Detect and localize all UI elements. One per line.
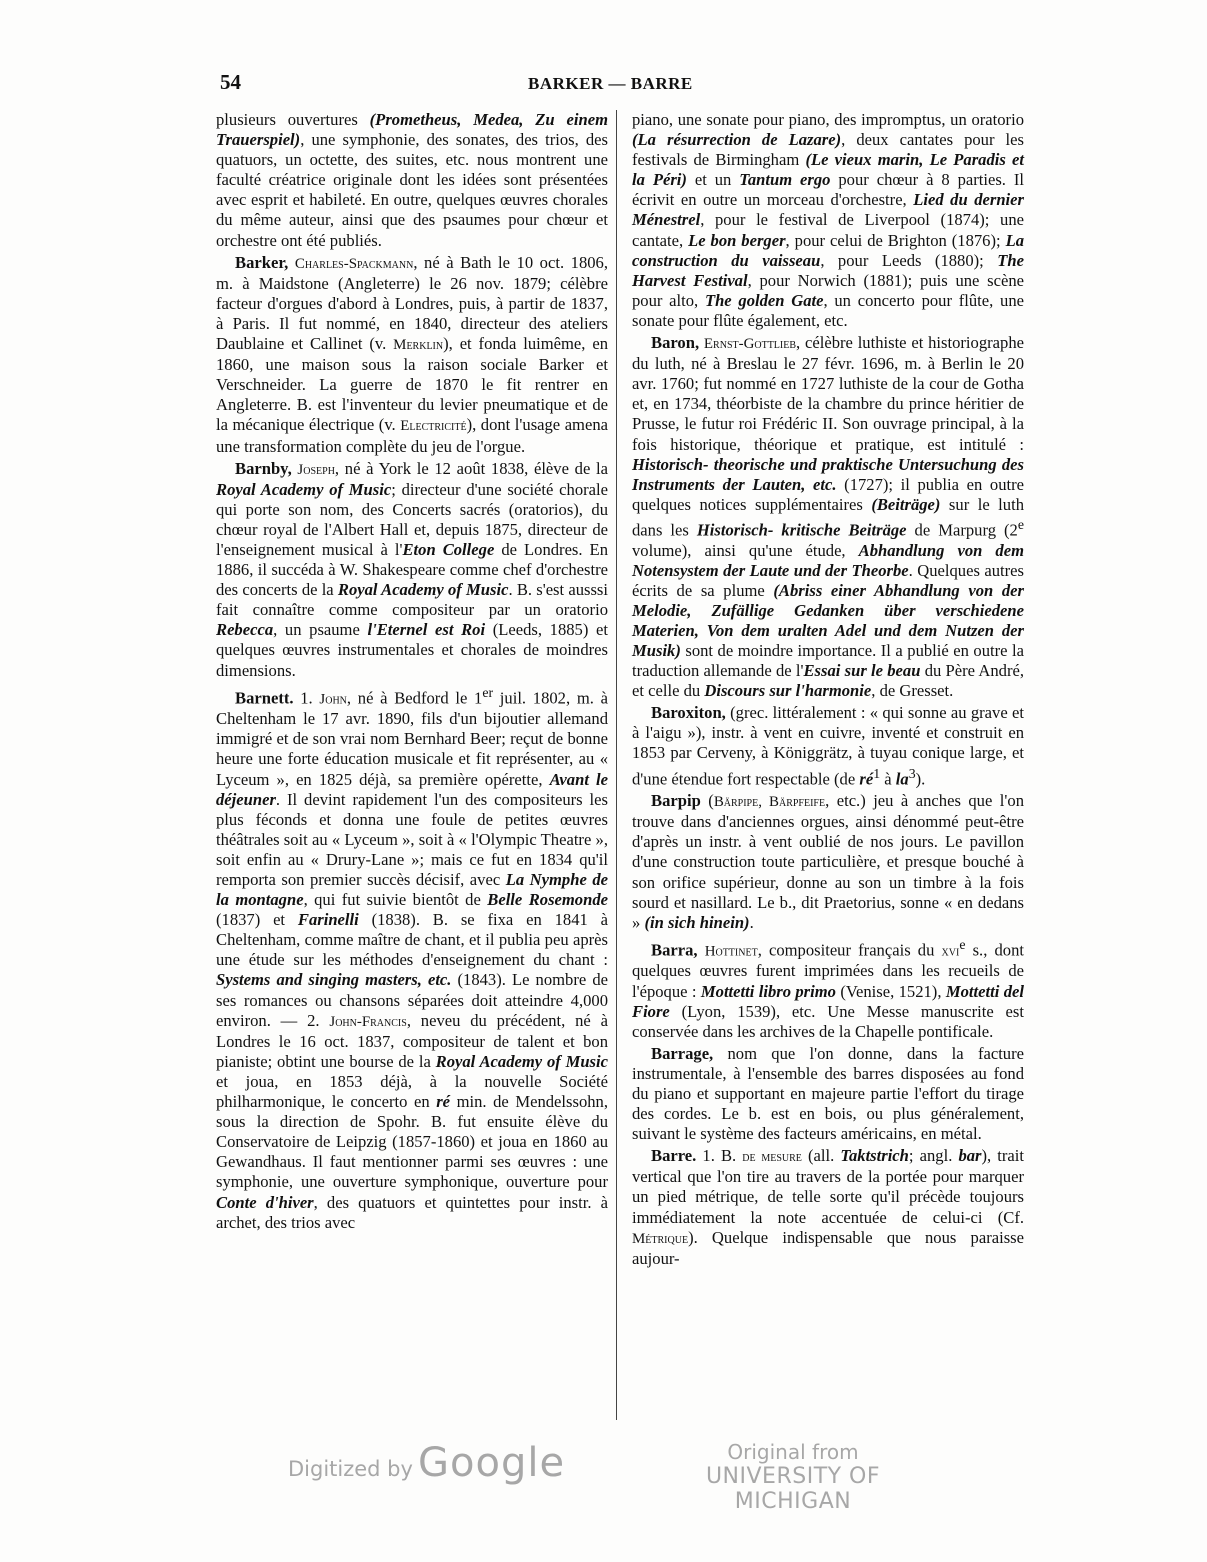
entry-barnett: Barnett. 1. John, né à Bedford le 1er juil. 1802, m. à Cheltenham le 17 avr. 1890, fils d'un bijoutier allemand immigré et de son vrai nom Bernhard Beer; reçut de bonne heure une forte éducation musicale et fit représenter, au « Lyceum », en 1825 déjà, sa première opérette, Avant le déjeuner. Il devint rapidement l'un des compositeurs les plus féconds et donna une foule de petites œuvres théâtrales soit au « Lyceum », soit à « l'Olympic Theatre », soit enfin au « Drury-Lane »; mais ce fut en 1834 qu'il remporta son premier succès décisif, avec La Nymphe de la montagne, qui fut suivie bientôt de Belle Rosemonde (1837) et Farinelli (1838). B. se fixa en 1841 à Cheltenham, comme maître de chant, et il publia peu après une étude sur les méthodes d'enseignement du chant : Systems and singing masters, etc. (1843). Le nombre de ses romances ou chansons séparées doit atteindre 4,000 environ. — 2. John-Francis, neveu du précédent, né à Londres le 16 oct. 1837, compositeur de talent et bon pianiste; obtint une bourse de la Royal Academy of Music et joua, en 1853 déjà, à la nouvelle Société philharmonique, le concerto en ré min. de Mendelssohn, sous la direction de Spohr. B. fut ensuite élève du Conservatoire de Leipzig (1857-1860) et joua en 1860 au Gewandhaus. Il faut mentionner parmi ses œuvres : une symphonie, une ouverture symphonique, ouverture pour Conte d'hiver, des quatuors et quintettes pour instr. à archet, des trios avec [216, 684, 609, 1232]
google-logo-text: Google [418, 1440, 566, 1486]
entry-baron: Baron, Ernst-Gottlieb, célèbre luthiste et historiographe du luth, né à Breslau le 27 févr. 1696, m. à Berlin le 20 avr. 1760; fut nommé en 1727 luthiste de la cour de Gotha et, en 1734, théorbiste de la chambre du prince héritier de Prusse, le futur roi Frédéric II. Son ouvrage principal, à la fois historique, théorique et pratique, est intitulé : Historisch- theorische und praktische Untersuchung des Instruments der Lauten, etc. (1727); il publia en outre quelques notices supplémentaires (Beiträge) sur le luth dans les Historisch- kritische Beiträge de Marpurg (2e volume), ainsi qu'une étude, Abhandlung von dem Notensystem der Laute und der Theorbe. Quelques autres écrits de sa plume (Abriss einer Abhandlung von der Melodie, Zufällige Gedanken über verschiedene Materien, Von dem uralten Adel und dem Nutzen der Musik) sont de moindre importance. Il a publié en outre la traduction allemande de l'Essai sur le beau du Père André, et celle du Discours sur l'harmonie, de Gresset. [632, 333, 1024, 701]
entry-cont2: piano, une sonate pour piano, des impromptus, un oratorio (La résurrection de Lazare), deux cantates pour les festivals de Birmingham (Le vieux marin, Le Paradis et la Péri) et un Tantum ergo pour chœur à 8 parties. Il écrivit en outre un morceau d'orchestre, Lied du dernier Ménestrel, pour le festival de Liverpool (1874); une cantate, Le bon berger, pour celui de Brighton (1876); La construction du vaisseau, pour Leeds (1880); The Harvest Festival, pour Norwich (1881); puis une scène pour alto, The golden Gate, un concerto pour flûte, une sonate pour flûte également, etc. [632, 110, 1024, 330]
left-column [216, 110, 608, 1233]
right-column [632, 110, 1024, 1269]
entry-barra: Barra, Hottinet, compositeur français du xvi$^e$ s., dont quelques œuvres furent imprimées dans les recueils de l'époque : Mottetti libro primo (Venise, 1521), Mottetti del Fiore (Lyon, 1539), etc. Une Messe manuscrite est conservée dans les archives de la Chapelle pontificale. [632, 936, 1024, 1041]
original-from-text: Original from [727, 1440, 859, 1464]
entry-barnby: Barnby, Joseph, né à York le 12 août 1838, élève de la Royal Academy of Music; directeur d'une société chorale qui porte son nom, des Concerts sacrés (oratorios), du chœur royal de l'Albert Hall et, depuis 1875, directeur de l'enseignement musical à l'Eton College de Londres. En 1886, il succéda à W. Shakespeare comme chef d'orchestre des concerts de la Royal Academy of Music. B. s'est ausssi fait connaître comme compositeur par un oratorio Rebecca, un psaume l'Eternel est Roi (Leeds, 1885) et quelques œuvres instrumentales et chorales de moindres dimensions. [216, 458, 608, 680]
entry-barker: Barker, Charles-Spackmann, né à Bath le 10 oct. 1806, m. à Maidstone (Angleterre) le 26 nov. 1879; célèbre facteur d'orgues d'abord à Londres, puis, à partir de 1837, à Paris. Il fut nommé, en 1840, directeur des ateliers Daublaine et Callinet (v. Merklin), et fonda luimême, en 1860, une maison sous la raison sociale Barker et Verschneider. La guerre de 1870 le fit rentrer en Angleterre. B. est l'inventeur du levier pneumatique et de la mécanique électrique (v. Electricité), dont l'usage amena une transformation complète du jeu de l'orgue. [216, 252, 608, 456]
entry-baroxiton: Baroxiton, (grec. littéralement : « qui sonne au grave et à l'aigu »), instr. à vent en cuivre, inventé et construit en 1853 par Cerveny, à Königgrätz, à tuyau conique large, et d'une étendue fort respectable (de $ré^1$ à $la^3$). [632, 703, 1024, 789]
running-header: BARKER — BARRE [528, 74, 693, 93]
university-text: UNIVERSITY OF MICHIGAN [705, 1464, 881, 1514]
entry-barpip: Barpip (Bärpipe, Bärpfeife, etc.) jeu à anches que l'on trouve dans d'anciennes orgues, ainsi dénommé peut-être d'après un instr. à vent oublié de nos jours. Le pavillon d'une construction toute particulière, et presque bouché à son orifice supérieur, donne au son un timbre à la fois sourd et nasillard. Le b., dit Praetorius, sonne « en dedans » (in sich hinein). [632, 791, 1024, 932]
digitized-by-google-watermark [288, 1440, 565, 1486]
entry-barre: Barre. 1. B. de mesure (all. Taktstrich; angl. bar), trait vertical que l'on tire au travers de la portée pour marquer un pied métrique, de telle sorte qu'il précède toujours immédiatement la note accentuée de celui-ci (Cf. Métrique). Quelque indispensable que nous paraisse aujour- [632, 1146, 1025, 1268]
entry-cont: plusieurs ouvertures (Prometheus, Medea, Zu einem Trauerspiel), une symphonie, des sonates, des trios, des quatuors, un octette, des suites, etc. nous montrent une faculté créatrice originale dont les idées sont présentées avec esprit et habileté. En outre, quelques œuvres chorales du même auteur, ainsi que des psaumes pour chœur et orchestre ont été publiés. [216, 110, 608, 250]
page-number: 54 [220, 70, 241, 94]
entry-barrage: Barrage, nom que l'on donne, dans la facture instrumentale, à l'ensemble des barres disposées au fond du piano et supportant en majeure partie l'effort du tirage des cordes. Le b. est en bois, ou plus généralement, suivant le système des facteurs américains, en métal. [632, 1043, 1024, 1144]
column-divider [616, 110, 617, 1420]
original-from-watermark [668, 1440, 918, 1514]
digitized-by-text: Digitized by [288, 1457, 413, 1481]
